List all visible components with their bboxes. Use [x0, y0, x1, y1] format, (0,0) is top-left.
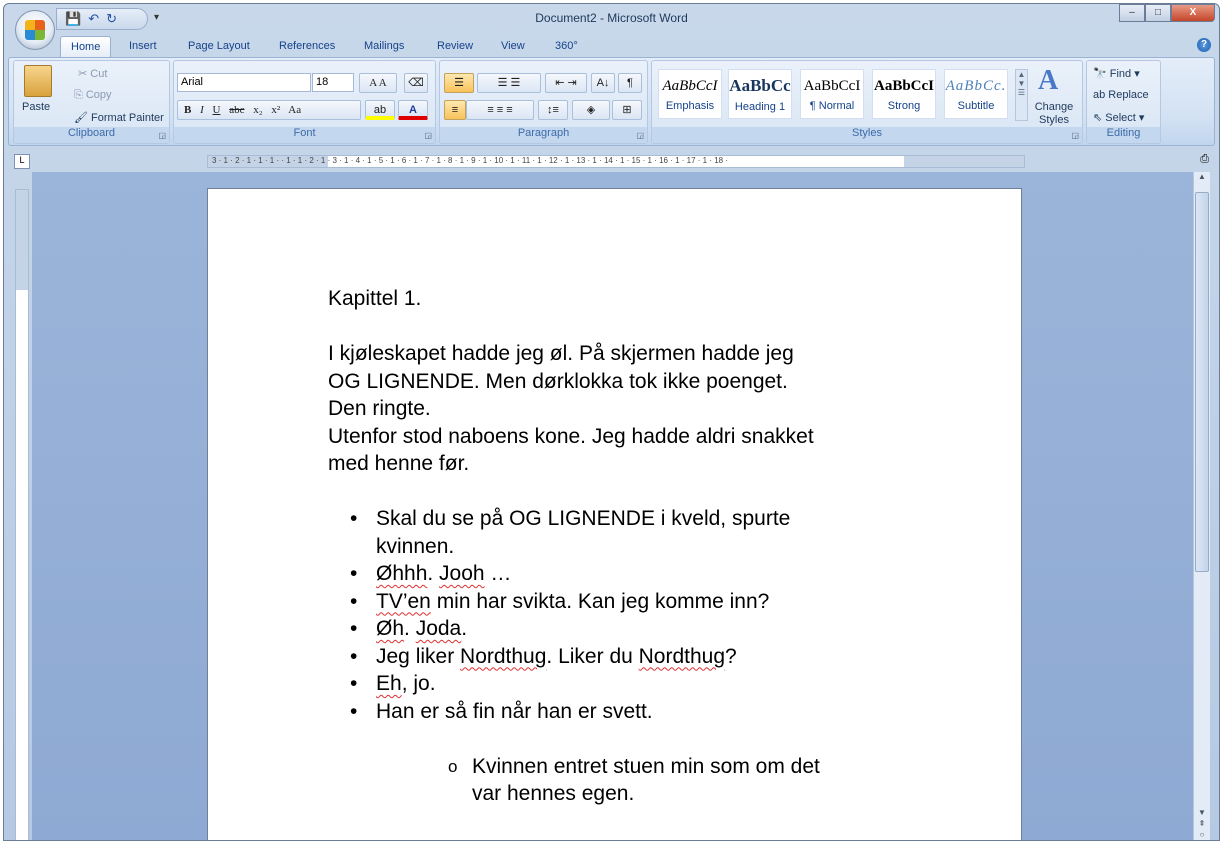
editing-label: Editing [1087, 127, 1160, 143]
list-text: kvinnen. [376, 534, 455, 558]
list-text: , jo. [401, 672, 436, 695]
redo-icon[interactable]: ↻ [106, 11, 117, 26]
tab-references[interactable]: References [279, 40, 336, 52]
style-preview: AaBbCcI [873, 78, 934, 94]
close-button[interactable]: X [1171, 4, 1215, 22]
office-logo-icon [25, 20, 45, 40]
word-window [3, 3, 1220, 841]
tab-home[interactable]: Home [60, 36, 111, 58]
list-text: Han er så fin når han er svett. [376, 699, 653, 723]
ribbon [8, 57, 1215, 146]
paragraph-line: Den ringte. [328, 397, 431, 420]
cut-label: Cut [90, 68, 108, 80]
dialog-launcher-icon[interactable]: ◲ [158, 131, 166, 140]
align-buttons[interactable]: ≡ ≡ ≡ [466, 100, 534, 120]
shading-button[interactable]: ◈ [572, 100, 610, 120]
misspelled-word[interactable]: Nordthug [460, 644, 547, 668]
find-button[interactable]: 🔭 Find ▾ [1093, 68, 1140, 80]
save-icon[interactable]: 💾 [65, 11, 82, 26]
editing-group [1086, 60, 1161, 144]
style-name: ¶ Normal [809, 100, 855, 112]
ruler-bar [4, 149, 1219, 171]
list-item [328, 670, 908, 698]
undo-icon[interactable]: ↶ [88, 11, 100, 26]
minimize-button[interactable]: – [1119, 4, 1145, 22]
tab-insert[interactable]: Insert [129, 40, 157, 52]
font-group [173, 60, 436, 144]
indent-buttons[interactable]: ⇤ ⇥ [545, 73, 587, 93]
numbering-multilevel-buttons[interactable]: ☰ ☰ [477, 73, 541, 93]
misspelled-word[interactable]: Joda [415, 617, 462, 640]
select-button[interactable]: ⇖ Select ▾ [1093, 112, 1145, 124]
font-color-button[interactable]: A [398, 100, 428, 120]
help-icon[interactable]: ? [1197, 38, 1211, 52]
dialog-launcher-icon[interactable]: ◲ [1071, 131, 1079, 140]
style-strong[interactable] [872, 69, 936, 119]
style-name: Emphasis [665, 100, 715, 112]
line-spacing-button[interactable]: ↕≡ [538, 100, 568, 120]
tab-selector[interactable]: L [14, 154, 30, 169]
paste-button[interactable]: Paste [22, 101, 51, 113]
change-styles-icon: A [1038, 65, 1059, 96]
style-emphasis[interactable] [658, 69, 722, 119]
list-text: … [484, 562, 512, 585]
change-case-button[interactable]: Aa [288, 104, 302, 116]
borders-button[interactable]: ⊞ [612, 100, 642, 120]
vertical-ruler[interactable] [15, 189, 29, 841]
clipboard-label: Clipboard [14, 127, 169, 143]
dialog-launcher-icon[interactable]: ◲ [424, 131, 432, 140]
document-area [32, 172, 1193, 841]
paste-icon[interactable] [24, 65, 52, 97]
quick-access-toolbar [56, 8, 148, 30]
list-text: . [427, 562, 440, 585]
paragraph-line: OG LIGNENDE. Men dørklokka tok ikke poenget. [328, 369, 788, 393]
list-text: . [404, 617, 416, 640]
style-preview: AaBbCcI [662, 78, 718, 94]
misspelled-word[interactable]: TV’en [376, 589, 431, 613]
misspelled-word[interactable]: Nordthug [638, 644, 726, 668]
tab-360[interactable]: 360° [555, 40, 578, 52]
list-item [328, 615, 908, 643]
style-preview: AaBbCc. [945, 78, 1007, 94]
tab-page-layout[interactable]: Page Layout [188, 40, 250, 52]
style-preview: AaBbCcI [803, 78, 861, 94]
font-name-box[interactable]: Arial [177, 73, 311, 92]
subscript-button[interactable]: x₂ [253, 104, 263, 116]
list-text: . [461, 617, 468, 640]
list-text: Kvinnen entret stuen min som om det [472, 754, 820, 778]
vertical-scrollbar[interactable] [1193, 172, 1210, 841]
align-left-button[interactable]: ≡ [444, 100, 466, 120]
misspelled-word[interactable]: Øh [376, 617, 405, 640]
scroll-down-browse-icons[interactable]: ▼ ⇞ ○ [1198, 808, 1206, 839]
font-format-buttons [177, 100, 361, 120]
ruler-ticks: 3 · 1 · 2 · 1 · 1 · 1 · · 1 · 1 · 2 · 1 · 3 · 1 · 4 · 1 · 5 · 1 · 6 · 1 · 7 · 1 · 8 · 1 · 9 · 1 · 10 · 1 · 11 · 1 · 12 · 1 · 13 · 1 · 14 · 1 · 15 · 1 · 16 · 1 · 17 · 1 · 18 · [212, 156, 729, 165]
styles-scroll[interactable]: ▲ ▼ ☰ [1015, 69, 1028, 121]
paragraph-line: I kjøleskapet hadde jeg øl. På skjermen hadde jeg [328, 342, 794, 365]
format-painter-button[interactable]: 🖌 Format Painter [74, 112, 164, 124]
copy-button[interactable]: ⎘ Copy [74, 89, 112, 101]
paragraph-line: Utenfor stod naboens kone. Jeg hadde aldri snakket [328, 424, 814, 448]
replace-label: Replace [1108, 89, 1149, 101]
style-name: Heading 1 [734, 101, 786, 113]
list-text: Jeg liker [376, 644, 461, 668]
scroll-up-icon[interactable]: ▲ [1198, 172, 1206, 181]
list-item [328, 505, 908, 560]
tab-review[interactable]: Review [437, 40, 474, 52]
document-body [328, 285, 908, 808]
list-text: min har svikta. Kan jeg komme inn? [430, 589, 770, 613]
heading: Kapittel 1. [328, 287, 422, 310]
list-item [328, 643, 908, 671]
style-preview: AaBbCc [729, 76, 791, 95]
sub-list-item [328, 753, 908, 808]
misspelled-word[interactable]: Øhhh [376, 562, 428, 585]
sort-button[interactable]: A↓ [591, 73, 615, 93]
list-text: Skal du se på OG LIGNENDE i kveld, spurte [376, 507, 791, 530]
highlight-button[interactable]: ab [365, 100, 395, 120]
italic-button[interactable]: I [200, 104, 204, 116]
list-item [328, 588, 908, 616]
tab-mailings[interactable]: Mailings [364, 40, 405, 52]
title-bar [4, 4, 1219, 34]
styles-group [651, 60, 1083, 144]
ribbon-tabs [4, 34, 1219, 58]
list-text: var hennes egen. [472, 782, 635, 805]
window-title: Document2 - Microsoft Word [535, 11, 688, 25]
misspelled-word[interactable]: Jooh [439, 562, 485, 585]
find-label: Find [1109, 68, 1132, 80]
font-label: Font [174, 127, 435, 143]
grow-shrink-font-buttons[interactable]: A A [359, 73, 397, 93]
font-size-box[interactable]: 18 [312, 73, 354, 92]
view-ruler-icon[interactable]: ⎙ [1200, 153, 1209, 165]
cut-button[interactable]: ✂ Cut [78, 68, 108, 80]
list-item [328, 560, 908, 588]
paragraph-line: med henne før. [328, 452, 470, 475]
horizontal-ruler[interactable] [207, 155, 1025, 168]
tab-view[interactable]: View [501, 40, 525, 52]
misspelled-word[interactable]: Eh [376, 672, 402, 695]
replace-button[interactable]: ab Replace [1093, 89, 1149, 101]
customize-qat-button[interactable]: ▾ [154, 12, 160, 23]
paragraph-label: Paragraph [440, 127, 647, 143]
select-label: Select [1105, 112, 1136, 124]
paragraph-group [439, 60, 648, 144]
style-normal[interactable] [800, 69, 864, 119]
superscript-button[interactable]: x² [271, 104, 281, 116]
scroll-thumb[interactable] [1195, 192, 1209, 572]
bold-button[interactable]: B [184, 104, 192, 116]
clear-formatting-button[interactable]: ⌫ [404, 73, 428, 93]
copy-label: Copy [85, 89, 112, 101]
style-name: Subtitle [957, 100, 995, 112]
format-painter-label: Format Painter [91, 112, 164, 124]
list-item [328, 698, 908, 726]
strikethrough-button[interactable]: abc [229, 104, 245, 116]
change-styles-button[interactable]: Change Styles [1034, 101, 1074, 126]
document-page[interactable] [207, 188, 1022, 841]
maximize-button[interactable]: □ [1145, 4, 1171, 22]
show-hide-button[interactable]: ¶ [618, 73, 642, 93]
list-text: ? [725, 644, 737, 668]
styles-label: Styles [652, 127, 1082, 143]
office-button[interactable] [15, 10, 55, 50]
style-heading-1[interactable] [728, 69, 792, 119]
bullets-button[interactable]: ☰ [444, 73, 474, 93]
underline-button[interactable]: U [212, 104, 221, 116]
dialog-launcher-icon[interactable]: ◲ [636, 131, 644, 140]
list-text: . Liker du [546, 644, 639, 668]
style-name: Strong [887, 100, 921, 112]
style-subtitle[interactable] [944, 69, 1008, 119]
clipboard-group [13, 60, 170, 144]
